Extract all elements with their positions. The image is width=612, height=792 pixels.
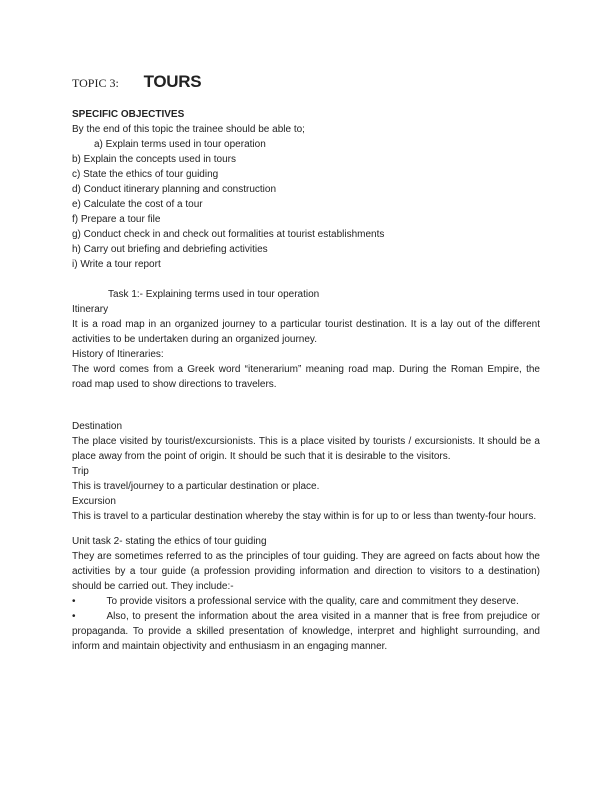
objective-item-f: f) Prepare a tour file [72,214,161,225]
topic-number-label: TOPIC 3: [72,76,119,90]
term-heading-history-of-itineraries: History of Itineraries: [72,349,164,360]
term-heading-excursion: Excursion [72,496,116,507]
objectives-intro: By the end of this topic the trainee should be able to; [72,124,305,135]
topic-title-row [72,72,540,95]
task2-heading: Unit task 2- stating the ethics of tour guiding [72,536,267,547]
term-definition-itinerary: It is a road map in an organized journey to a particular tourist destination. It is a lay out of the different activities to be undertaken during an organized journey. [72,319,540,345]
ethics-bullet-item-1 [72,594,540,609]
term-definition-trip: This is travel/journey to a particular destination or place. [72,481,320,492]
objective-item-d: d) Conduct itinerary planning and construction [72,184,277,195]
term-heading-destination: Destination [72,421,123,432]
objective-item-a: a) Explain terms used in tour operation [94,139,266,150]
objective-item-b: b) Explain the concepts used in tours [72,154,236,165]
objective-item-h: h) Carry out briefing and debriefing activities [72,244,268,255]
objective-item-g: g) Conduct check in and check out formalities at tourist establishments [72,229,385,240]
objective-item-e: e) Calculate the cost of a tour [72,199,203,210]
ethics-bullet-text-1: To provide visitors a professional service with the quality, care and commitment they deserve. [106,596,519,607]
ethics-bullet-text-2: Also, to present the information about the area visited in a manner that is free from prejudice or propaganda. To provide a skilled presentation of knowledge, interpret and highlight surrounding, and inform and maintain objectivity and enthusiasm in an engaging manner. [72,611,540,652]
term-heading-itinerary: Itinerary [72,304,109,315]
objective-item-c: c) State the ethics of tour guiding [72,169,219,180]
objective-item-i: i) Write a tour report [72,259,161,270]
term-definition-excursion: This is travel to a particular destination whereby the stay within is for up to or less than twenty-four hours. [72,511,537,522]
specific-objectives-heading: SPECIFIC OBJECTIVES [72,109,185,120]
bullet-icon: • [72,596,76,607]
task1-heading: Task 1:- Explaining terms used in tour operation [108,289,320,300]
bullet-icon: • [72,611,76,622]
term-heading-trip: Trip [72,466,89,477]
ethics-bullet-item-2 [72,609,540,654]
task2-intro: They are sometimes referred to as the principles of tour guiding. They are agreed on facts about how the activities by a tour guide (a profession providing information and direction to visitors to a destination) should be carried out. They include:- [72,551,540,592]
document-content [72,72,540,654]
term-definition-destination: The place visited by tourist/excursionists. This is a place visited by tourists / excursionists. It should be a place away from the point of origin. It should be such that it is desirable to the visitors. [72,436,540,462]
term-definition-history-of-itineraries: The word comes from a Greek word “itenerarium” meaning road map. During the Roman Empire, the road map used to show directions to travelers. [72,364,540,390]
topic-title: TOURS [143,72,202,91]
